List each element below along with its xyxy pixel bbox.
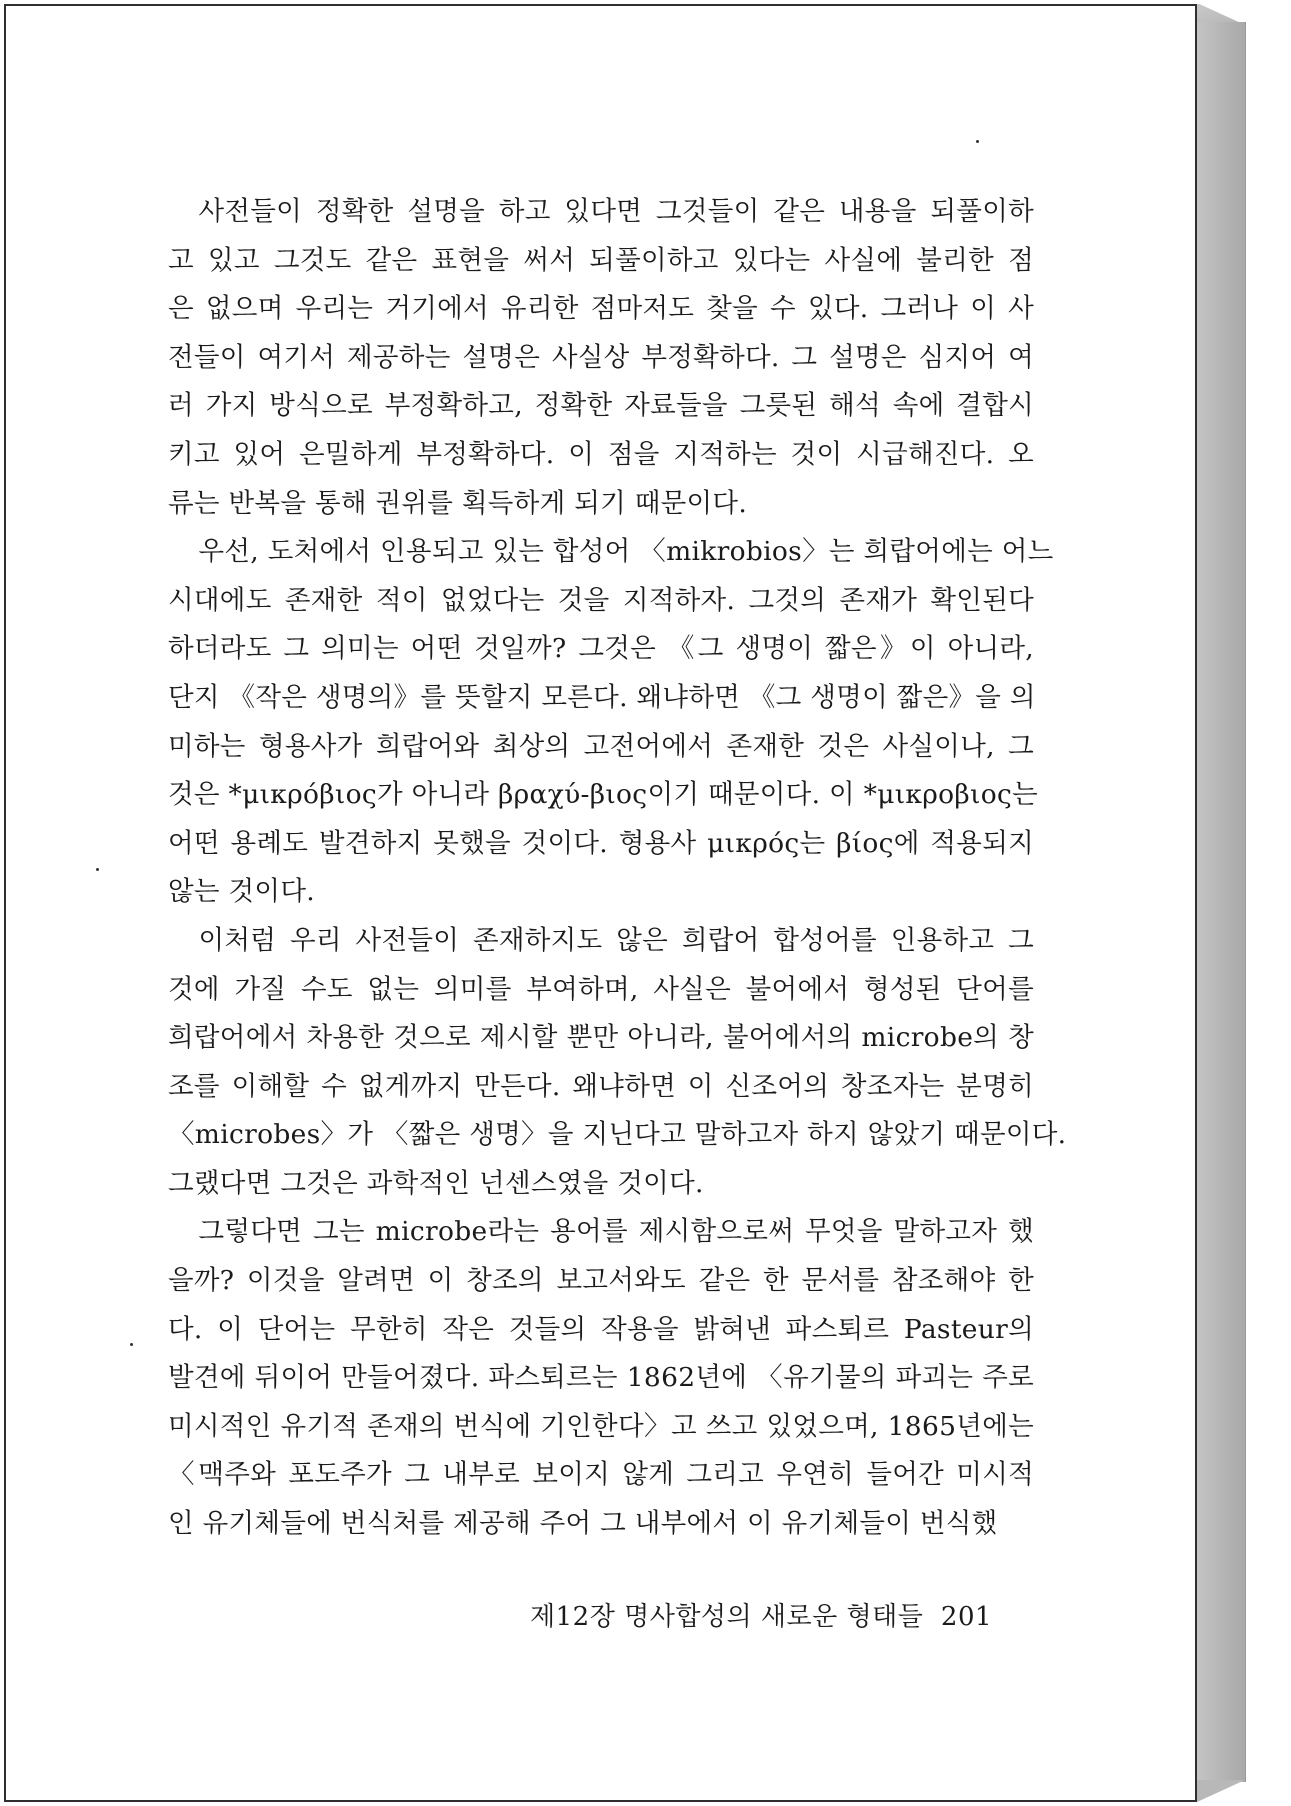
text-line: 단지 《작은 생명의》를 뜻할지 모른다. 왜냐하면 《그 생명이 짧은》을 의 [168,681,1036,713]
chapter-title: 제12장 명사합성의 새로운 형태들 [530,1602,924,1632]
scan-speck [976,140,979,143]
text-line: 것은 *μικρόβιος가 아니라 βραχύ-βιος이기 때문이다. 이 *μικροβιος는 [168,779,1039,811]
text-line: 조를 이해할 수 없게까지 만든다. 왜냐하면 이 신조어의 창조자는 분명히 [168,1070,1034,1102]
text-line: 시대에도 존재한 적이 없었다는 것을 지적하자. 그것의 존재가 확인된다 [168,584,1034,616]
text-line: 을까? 이것을 알려면 이 창조의 보고서와도 같은 한 문서를 참조해야 한 [168,1265,1034,1297]
text-line: 〈맥주와 포도주가 그 내부로 보이지 않게 그리고 우연히 들어간 미시적 [168,1459,1034,1491]
scan-speck [96,868,99,871]
text-line: 어떤 용례도 발견하지 못했을 것이다. 형용사 μικρός는 βίος에 적용되지 [168,827,1034,859]
scan-speck [130,1343,133,1346]
book-edge-bottom [1197,1780,1245,1802]
text-line: 고 있고 그것도 같은 표현을 써서 되풀이하고 있다는 사실에 불리한 점 [168,244,1034,276]
text-line: 그랬다면 그것은 과학적인 넌센스였을 것이다. [168,1167,704,1199]
text-line: 사전들이 정확한 설명을 하고 있다면 그것들이 같은 내용을 되풀이하 [198,196,1034,227]
book-edge-top [1197,4,1243,24]
text-line: 것에 가질 수도 없는 의미를 부여하며, 사실은 불어에서 형성된 단어를 [168,973,1034,1005]
paragraph [168,917,1067,1209]
text-line: 미시적인 유기적 존재의 번식에 기인한다〉고 쓰고 있었으며, 1865년에는 [168,1410,1034,1442]
text-line: 이처럼 우리 사전들이 존재하지도 않은 희랍어 합성어를 인용하고 그 [198,924,1034,956]
text-line: 키고 있어 은밀하게 부정확하다. 이 점을 지적하는 것이 시급해진다. 오 [168,438,1034,470]
book-spine [1197,22,1246,1782]
text-line: 않는 것이다. [168,876,315,908]
text-line: 러 가지 방식으로 부정확하고, 정확한 자료들을 그릇된 해석 속에 결합시 [168,390,1034,422]
paragraph [168,188,1034,528]
page-footer [530,1596,1030,1633]
text-line: 류는 반복을 통해 권위를 획득하게 되기 때문이다. [168,487,748,519]
text-line: 전들이 여기서 제공하는 설명은 사실상 부정확하다. 그 설명은 심지어 여 [168,341,1034,373]
text-line: 다. 이 단어는 무한히 작은 것들의 작용을 밝혀낸 파스퇴르 Pasteur의 [168,1313,1034,1345]
text-line: 우선, 도처에서 인용되고 있는 합성어 〈mikrobios〉는 희랍어에는 어느 [198,536,1054,568]
text-line: 은 없으며 우리는 거기에서 유리한 점마저도 찾을 수 있다. 그러나 이 사 [168,293,1034,325]
text-line: 그렇다면 그는 microbe라는 용어를 제시함으로써 무엇을 말하고자 했 [198,1216,1034,1248]
body-text [168,188,1067,1549]
text-line: 발견에 뒤이어 만들어졌다. 파스퇴르는 1862년에 〈유기물의 파괴는 주로 [168,1362,1034,1394]
paragraph [168,528,1054,917]
paragraph [168,1208,1034,1548]
text-line: 희랍어에서 차용한 것으로 제시할 뿐만 아니라, 불어에서의 microbe의 창 [168,1022,1034,1054]
text-line: 〈microbes〉가 〈짧은 생명〉을 지닌다고 말하고자 하지 않았기 때문이다. [168,1119,1067,1151]
text-line: 미하는 형용사가 희랍어와 최상의 고전어에서 존재한 것은 사실이나, 그 [168,730,1034,762]
text-line: 하더라도 그 의미는 어떤 것일까? 그것은 《그 생명이 짧은》이 아니라, [168,633,1034,665]
page-number: 201 [940,1602,993,1632]
text-line: 인 유기체들에 번식처를 제공해 주어 그 내부에서 이 유기체들이 번식했 [168,1508,998,1540]
